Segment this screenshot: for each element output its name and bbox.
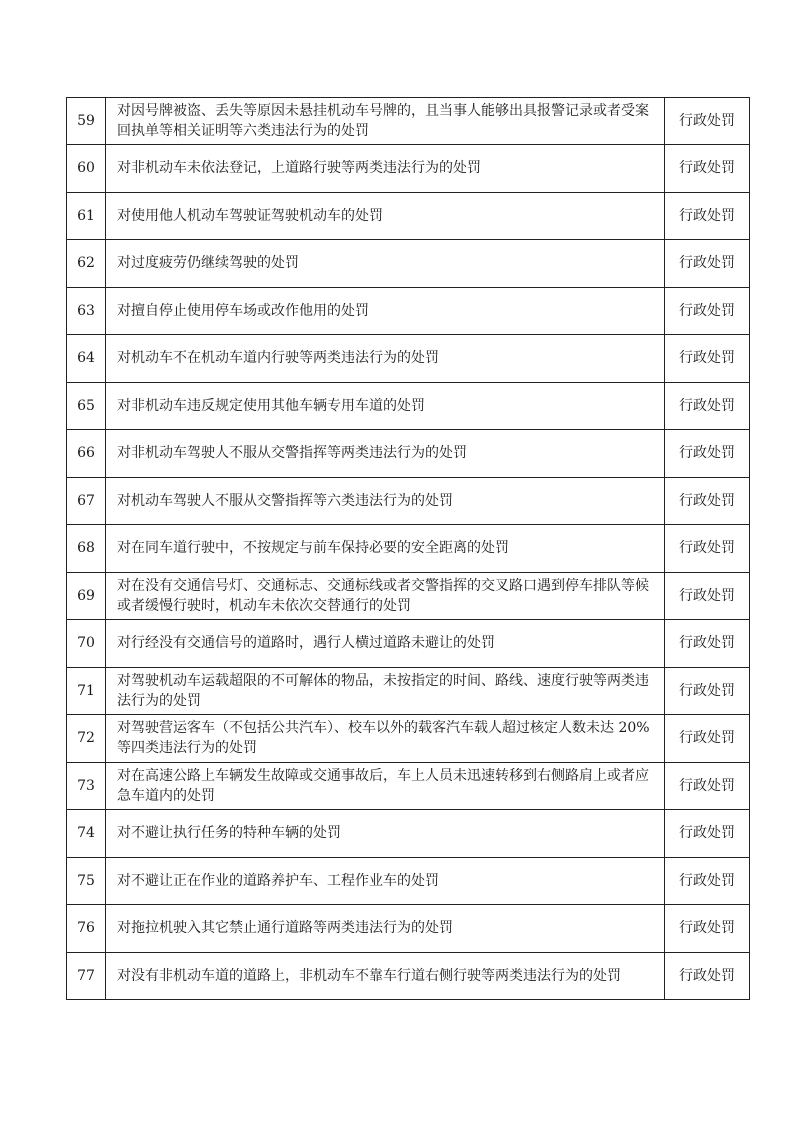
table-row [67,240,750,288]
row-number: 63 [67,287,106,335]
item-description: 对过度疲劳仍继续驾驶的处罚 [106,240,665,288]
item-description: 对使用他人机动车驾驶证驾驶机动车的处罚 [106,192,665,240]
row-number: 62 [67,240,106,288]
item-type: 行政处罚 [665,715,750,763]
item-type: 行政处罚 [665,145,750,193]
item-type: 行政处罚 [665,905,750,953]
row-number: 74 [67,810,106,858]
item-type: 行政处罚 [665,477,750,525]
table-row [67,335,750,383]
item-type: 行政处罚 [665,572,750,620]
table-row [67,810,750,858]
table-row [67,667,750,715]
row-number: 77 [67,952,106,1000]
item-description: 对行经没有交通信号的道路时，遇行人横过道路未避让的处罚 [106,620,665,668]
item-description: 对擅自停止使用停车场或改作他用的处罚 [106,287,665,335]
row-number: 69 [67,572,106,620]
item-description: 对驾驶营运客车（不包括公共汽车）、校车以外的载客汽车载人超过核定人数未达 20%等四类违法行为的处罚 [106,715,665,763]
penalty-items-table [66,97,750,1000]
table-row [67,430,750,478]
table-row [67,857,750,905]
row-number: 59 [67,98,106,145]
table-row [67,572,750,620]
row-number: 75 [67,857,106,905]
item-type: 行政处罚 [665,810,750,858]
table-row [67,952,750,1000]
item-type: 行政处罚 [665,382,750,430]
table-row [67,382,750,430]
item-description: 对非机动车未依法登记，上道路行驶等两类违法行为的处罚 [106,145,665,193]
item-description: 对非机动车违反规定使用其他车辆专用车道的处罚 [106,382,665,430]
table-row [67,525,750,573]
item-description: 对因号牌被盗、丢失等原因未悬挂机动车号牌的，且当事人能够出具报警记录或者受案回执单等相关证明等六类违法行为的处罚 [106,98,665,145]
row-number: 65 [67,382,106,430]
item-type: 行政处罚 [665,525,750,573]
row-number: 67 [67,477,106,525]
item-type: 行政处罚 [665,192,750,240]
row-number: 73 [67,762,106,810]
item-type: 行政处罚 [665,98,750,145]
item-description: 对没有非机动车道的道路上，非机动车不靠车行道右侧行驶等两类违法行为的处罚 [106,952,665,1000]
table-row [67,715,750,763]
item-type: 行政处罚 [665,667,750,715]
table-body [67,98,750,1000]
item-type: 行政处罚 [665,952,750,1000]
item-description: 对机动车不在机动车道内行驶等两类违法行为的处罚 [106,335,665,383]
item-description: 对机动车驾驶人不服从交警指挥等六类违法行为的处罚 [106,477,665,525]
row-number: 60 [67,145,106,193]
item-description: 对驾驶机动车运载超限的不可解体的物品，未按指定的时间、路线、速度行驶等两类违法行为的处罚 [106,667,665,715]
row-number: 71 [67,667,106,715]
table-row [67,145,750,193]
row-number: 64 [67,335,106,383]
item-type: 行政处罚 [665,620,750,668]
item-description: 对拖拉机驶入其它禁止通行道路等两类违法行为的处罚 [106,905,665,953]
table-row [67,287,750,335]
row-number: 72 [67,715,106,763]
item-type: 行政处罚 [665,335,750,383]
item-description: 对在同车道行驶中，不按规定与前车保持必要的安全距离的处罚 [106,525,665,573]
table-row [67,905,750,953]
row-number: 66 [67,430,106,478]
row-number: 68 [67,525,106,573]
item-description: 对在没有交通信号灯、交通标志、交通标线或者交警指挥的交叉路口遇到停车排队等候或者缓慢行驶时，机动车未依次交替通行的处罚 [106,572,665,620]
row-number: 61 [67,192,106,240]
table-row [67,762,750,810]
item-description: 对在高速公路上车辆发生故障或交通事故后，车上人员未迅速转移到右侧路肩上或者应急车道内的处罚 [106,762,665,810]
table-row [67,620,750,668]
table-row [67,192,750,240]
row-number: 70 [67,620,106,668]
item-type: 行政处罚 [665,857,750,905]
item-description: 对非机动车驾驶人不服从交警指挥等两类违法行为的处罚 [106,430,665,478]
row-number: 76 [67,905,106,953]
table-row [67,477,750,525]
item-description: 对不避让执行任务的特种车辆的处罚 [106,810,665,858]
item-type: 行政处罚 [665,287,750,335]
item-type: 行政处罚 [665,762,750,810]
table-row [67,98,750,145]
item-type: 行政处罚 [665,240,750,288]
item-description: 对不避让正在作业的道路养护车、工程作业车的处罚 [106,857,665,905]
item-type: 行政处罚 [665,430,750,478]
